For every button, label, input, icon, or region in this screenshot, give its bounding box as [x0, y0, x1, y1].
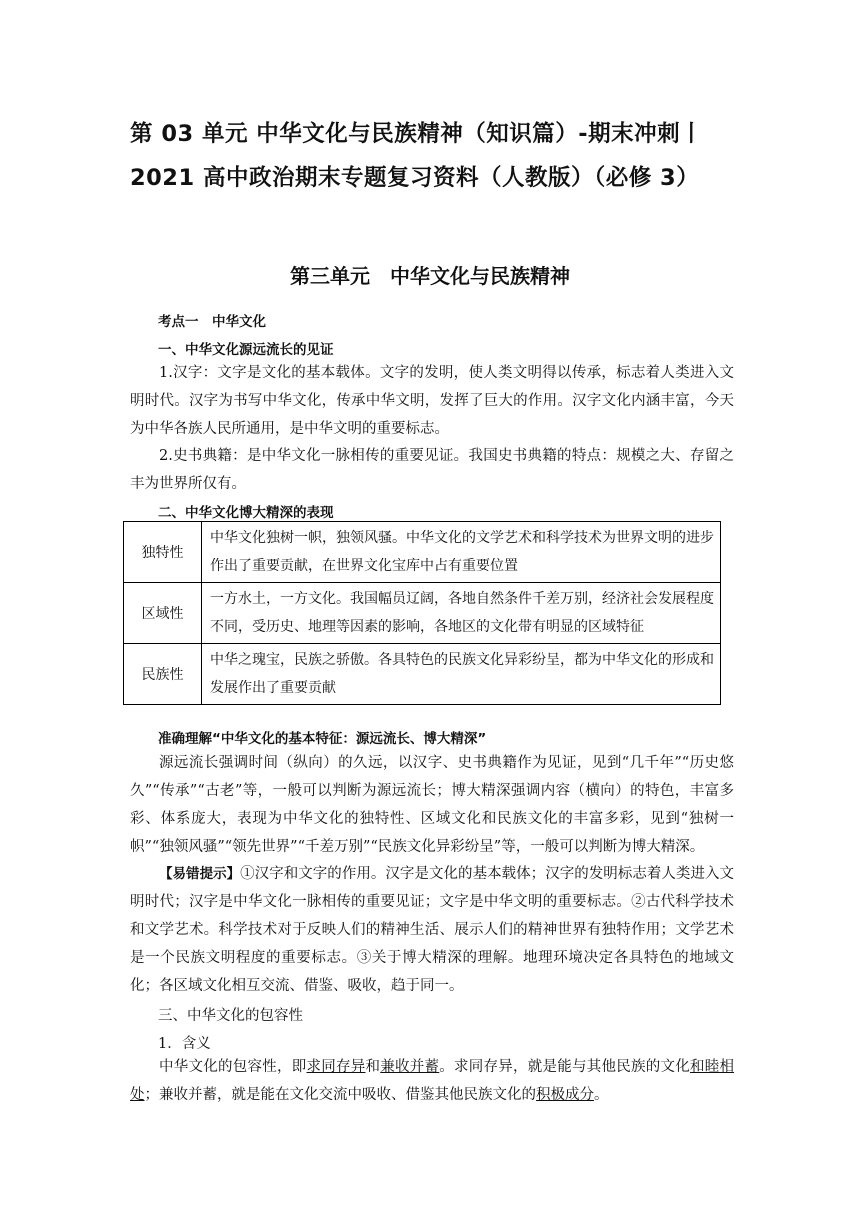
hint-label: 【易错提示】 [159, 866, 241, 882]
paragraph-shishu: 2.史书典籍：是中华文化一脉相传的重要见证。我国史书典籍的特点：规模之大、存留之丰为世界所仅有。 [130, 448, 734, 492]
unit-title: 第三单元 中华文化与民族精神 [290, 264, 570, 288]
text-run: 。求同存异，就是能与其他民族的文化 [439, 1059, 690, 1075]
section-heading-3: 三、中华文化的包容性 [158, 1008, 303, 1024]
table-cell-desc: 中华之瑰宝，民族之骄傲。各具特色的民族文化异彩纷呈，都为中华文化的形成和发展作出了重要贡献 [202, 644, 721, 705]
table-cell-desc: 一方水土，一方文化。我国幅员辽阔，各地自然条件千差万别，经济社会发展程度不同，受历史、地理等因素的影响，各地区的文化带有明显的区域特征 [202, 583, 721, 644]
text-run: 。 [594, 1087, 609, 1103]
text-run: ；兼收并蓄，就是能在文化交流中吸收、借鉴其他民族文化的 [144, 1087, 536, 1103]
subheading-meaning: 1．含义 [158, 1036, 211, 1052]
paragraph-understanding: 源远流长强调时间（纵向）的久远，以汉字、史书典籍作为见证，见到“几千年”“历史悠久”“传承”“古老”等，一般可以判断为源远流长；博大精深强调内容（横向）的特色，丰富多彩、体系庞大，表现为中华文化的独特性、区域文化和民族文化的丰富多彩，见到“独树一帜”“独领风骚”“领先世界”“千差万别”“民族文化异彩纷呈”等，一般可以判断为博大精深。 [130, 755, 734, 855]
features-table [123, 521, 721, 705]
table-cell-name: 区域性 [124, 583, 202, 644]
paragraph-hanzi: 1.汉字：文字是文化的基本载体。文字的发明，使人类文明得以传承，标志着人类进入文明时代。汉字为书写中华文化，传承中华文明，发挥了巨大的作用。汉字文化内涵丰富，今天为中华各族人民所通用，是中华文明的重要标志。 [130, 365, 734, 437]
underlined-term: 求同存异 [306, 1059, 366, 1075]
table-cell-name: 民族性 [124, 644, 202, 705]
table-row [124, 583, 721, 644]
section-heading-1: 一、中华文化源远流长的见证 [158, 342, 334, 358]
section-heading-2: 二、中华文化博大精深的表现 [158, 505, 334, 521]
understanding-heading: 准确理解“中华文化的基本特征：源远流长、博大精深” [158, 731, 487, 747]
paragraph-inclusiveness [130, 1053, 734, 1109]
table-cell-name: 独特性 [124, 522, 202, 583]
exam-point-heading: 考点一 中华文化 [158, 314, 266, 330]
text-run: 和 [365, 1059, 381, 1075]
table-cell-desc: 中华文化独树一帜，独领风骚。中华文化的文学艺术和科学技术为世界文明的进步作出了重要贡献，在世界文化宝库中占有重要位置 [202, 522, 721, 583]
paragraph-hint [130, 860, 734, 1000]
underlined-term: 和睦相处 [130, 1059, 734, 1103]
text-run: 中华文化的包容性，即 [159, 1059, 307, 1075]
underlined-term: 积极成分 [536, 1087, 594, 1103]
table-row [124, 644, 721, 705]
table-row [124, 522, 721, 583]
hint-text: ①汉字和文字的作用。汉字是文化的基本载体；汉字的发明标志着人类进入文明时代；汉字是中华文化一脉相传的重要见证；文字是中华文明的重要标志。②古代科学技术和文学艺术。科学技术对于反映人们的精神生活、展示人们的精神世界有独特作用；文学艺术是一个民族文明程度的重要标志。③关于博大精深的理解。地理环境决定各具特色的地域文化；各区域文化相互交流、借鉴、吸收，趋于同一。 [130, 866, 734, 994]
underlined-term: 兼收并蓄 [380, 1059, 440, 1075]
document-title: 第 03 单元 中华文化与民族精神（知识篇）-期末冲刺丨 2021 高中政治期末专题复习资料（人教版）（必修 3） [130, 121, 704, 191]
